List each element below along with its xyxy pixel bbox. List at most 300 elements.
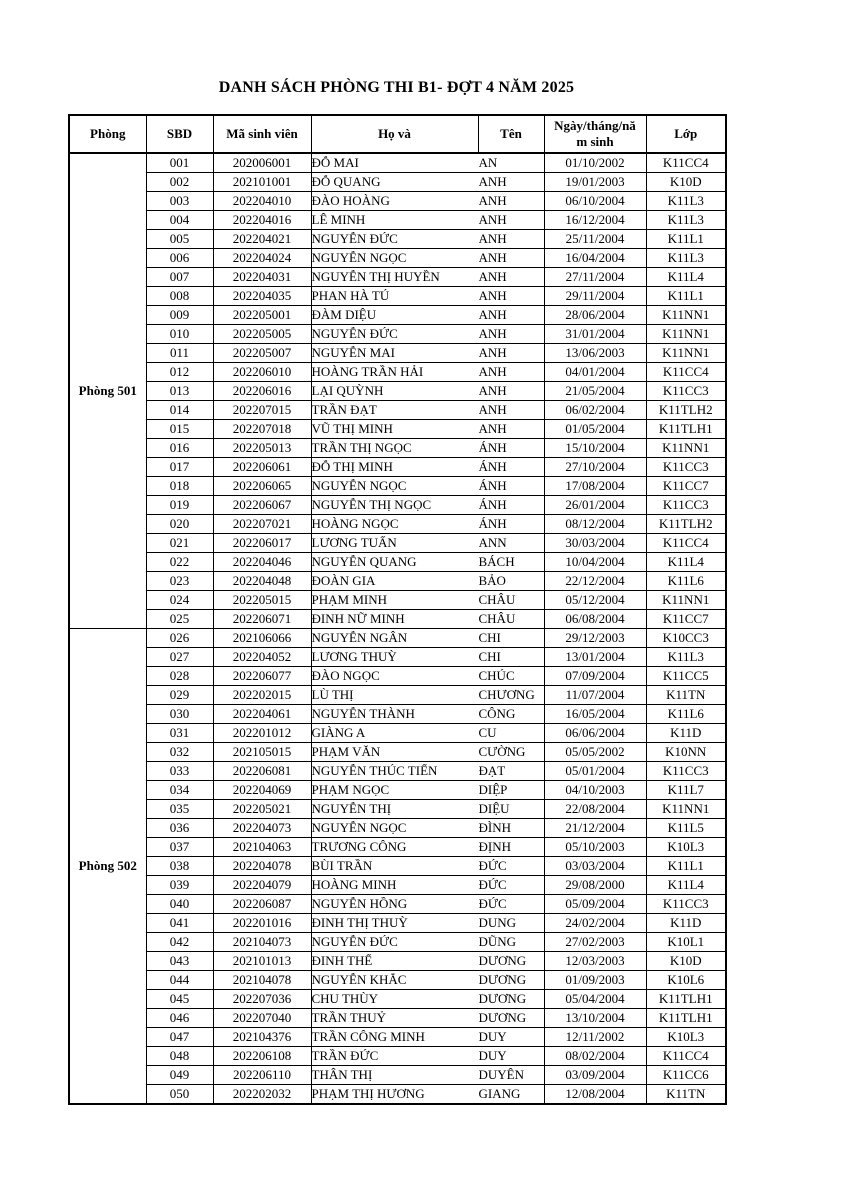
student-id-cell: 202205005 (213, 325, 311, 344)
dob-cell: 05/12/2004 (544, 591, 646, 610)
last-name-text: PHẠM MINH (311, 593, 387, 607)
student-id-cell: 202202032 (213, 1085, 311, 1105)
sbd-cell: 001 (146, 153, 213, 173)
name-cell (311, 591, 544, 610)
student-id-cell: 202204061 (213, 705, 311, 724)
dob-cell: 11/07/2004 (544, 686, 646, 705)
dob-cell: 04/01/2004 (544, 363, 646, 382)
first-name-text: CHƯƠNG (478, 688, 535, 702)
student-id-cell: 202207021 (213, 515, 311, 534)
name-cell (311, 192, 544, 211)
table-row (69, 287, 726, 306)
sbd-cell: 022 (146, 553, 213, 572)
student-id-cell: 202204016 (213, 211, 311, 230)
last-name-text: HOÀNG TRẦN HẢI (311, 365, 424, 379)
class-cell: K11L3 (646, 192, 726, 211)
name-wrap (312, 232, 544, 246)
sbd-cell: 011 (146, 344, 213, 363)
first-name-text: AN (478, 156, 498, 170)
class-cell: K11TN (646, 1085, 726, 1105)
dob-cell: 06/06/2004 (544, 724, 646, 743)
table-row (69, 648, 726, 667)
last-name-text: ĐOÀN GIA (311, 574, 376, 588)
last-name-text: NGUYỄN NGÂN (311, 631, 408, 645)
first-name-text: CHÂU (478, 612, 516, 626)
class-cell: K10CC3 (646, 629, 726, 648)
last-name-text: TRƯƠNG CÔNG (311, 840, 407, 854)
name-wrap (312, 365, 544, 379)
student-id-cell: 202201012 (213, 724, 311, 743)
name-cell (311, 1085, 544, 1105)
first-name-text: ANH (478, 384, 507, 398)
table-row (69, 895, 726, 914)
last-name-text: ĐINH NỮ MINH (311, 612, 405, 626)
class-cell: K11CC4 (646, 1047, 726, 1066)
sbd-cell: 023 (146, 572, 213, 591)
name-cell (311, 1009, 544, 1028)
class-cell: K11D (646, 914, 726, 933)
sbd-cell: 030 (146, 705, 213, 724)
dob-cell: 10/04/2004 (544, 553, 646, 572)
student-id-cell: 202204024 (213, 249, 311, 268)
class-cell: K11NN1 (646, 344, 726, 363)
last-name-text: NGUYỄN NGỌC (311, 479, 407, 493)
name-wrap (312, 821, 544, 835)
sbd-cell: 004 (146, 211, 213, 230)
first-name-text: DIỆU (478, 802, 510, 816)
class-cell: K11L4 (646, 876, 726, 895)
class-cell: K11CC4 (646, 363, 726, 382)
sbd-cell: 028 (146, 667, 213, 686)
student-id-cell: 202207036 (213, 990, 311, 1009)
name-wrap (312, 441, 544, 455)
class-cell: K11L1 (646, 287, 726, 306)
sbd-cell: 035 (146, 800, 213, 819)
name-cell (311, 230, 544, 249)
first-name-text: DƯƠNG (478, 1011, 527, 1025)
student-id-cell: 202207040 (213, 1009, 311, 1028)
sbd-cell: 007 (146, 268, 213, 287)
dob-cell: 24/02/2004 (544, 914, 646, 933)
table-row (69, 591, 726, 610)
name-wrap (312, 327, 544, 341)
name-cell (311, 667, 544, 686)
class-cell: K11L5 (646, 819, 726, 838)
name-wrap (312, 555, 544, 569)
name-cell (311, 496, 544, 515)
first-name-text: GIANG (478, 1087, 521, 1101)
last-name-text: LẠI QUỲNH (311, 384, 384, 398)
dob-cell: 29/12/2003 (544, 629, 646, 648)
sbd-cell: 041 (146, 914, 213, 933)
name-wrap (312, 954, 544, 968)
first-name-text: DƯƠNG (478, 954, 527, 968)
name-cell (311, 914, 544, 933)
class-cell: K11CC3 (646, 496, 726, 515)
table-row (69, 325, 726, 344)
first-name-text: ĐỊNH (478, 840, 511, 854)
name-wrap (312, 1049, 544, 1063)
name-cell (311, 534, 544, 553)
last-name-text: LÙ THỊ (311, 688, 354, 702)
name-wrap (312, 707, 544, 721)
student-id-cell: 202204035 (213, 287, 311, 306)
student-id-cell: 202104063 (213, 838, 311, 857)
dob-cell: 01/10/2002 (544, 153, 646, 173)
name-wrap (312, 859, 544, 873)
last-name-text: NGUYỄN HỒNG (311, 897, 408, 911)
table-row (69, 363, 726, 382)
name-cell (311, 724, 544, 743)
first-name-text: ĐÌNH (478, 821, 511, 835)
name-cell (311, 382, 544, 401)
dob-cell: 15/10/2004 (544, 439, 646, 458)
name-cell (311, 477, 544, 496)
first-name-text: ANH (478, 270, 507, 284)
last-name-text: NGUYỄN QUANG (311, 555, 417, 569)
table-row (69, 153, 726, 173)
first-name-text: ANH (478, 327, 507, 341)
class-cell: K10D (646, 173, 726, 192)
dob-cell: 01/09/2003 (544, 971, 646, 990)
name-cell (311, 1066, 544, 1085)
name-wrap (312, 213, 544, 227)
dob-cell: 04/10/2003 (544, 781, 646, 800)
name-cell (311, 762, 544, 781)
last-name-text: ĐÀO NGỌC (311, 669, 380, 683)
last-name-text: NGUYỄN ĐỨC (311, 935, 398, 949)
last-name-text: NGUYỄN NGỌC (311, 251, 407, 265)
last-name-text: TRẦN ĐẠT (311, 403, 377, 417)
student-id-cell: 202202015 (213, 686, 311, 705)
name-cell (311, 819, 544, 838)
class-cell: K11CC3 (646, 762, 726, 781)
student-id-cell: 202206110 (213, 1066, 311, 1085)
dob-cell: 12/03/2003 (544, 952, 646, 971)
name-cell (311, 306, 544, 325)
name-wrap (312, 935, 544, 949)
dob-cell: 05/04/2004 (544, 990, 646, 1009)
name-cell (311, 838, 544, 857)
student-id-cell: 202206010 (213, 363, 311, 382)
class-cell: K11L4 (646, 553, 726, 572)
class-cell: K11TLH2 (646, 401, 726, 420)
name-wrap (312, 1011, 544, 1025)
class-cell: K11TLH1 (646, 1009, 726, 1028)
student-id-cell: 202104073 (213, 933, 311, 952)
name-wrap (312, 498, 544, 512)
name-cell (311, 781, 544, 800)
table-row (69, 1028, 726, 1047)
last-name-text: HOÀNG MINH (311, 878, 397, 892)
name-wrap (312, 1068, 544, 1082)
class-cell: K11CC4 (646, 153, 726, 173)
class-cell: K11NN1 (646, 800, 726, 819)
last-name-text: TRẦN ĐỨC (311, 1049, 379, 1063)
first-name-text: ĐẠT (478, 764, 506, 778)
table-row (69, 781, 726, 800)
table-row (69, 952, 726, 971)
last-name-text: CHU THÙY (311, 992, 379, 1006)
class-cell: K11TLH2 (646, 515, 726, 534)
sbd-cell: 017 (146, 458, 213, 477)
student-id-cell: 202201016 (213, 914, 311, 933)
sbd-cell: 031 (146, 724, 213, 743)
last-name-text: NGUYỄN THỊ (311, 802, 392, 816)
class-cell: K11L3 (646, 249, 726, 268)
student-id-cell: 202205013 (213, 439, 311, 458)
name-wrap (312, 251, 544, 265)
name-cell (311, 344, 544, 363)
last-name-text: ĐINH THỊ THUỲ (311, 916, 408, 930)
table-row (69, 990, 726, 1009)
name-wrap (312, 688, 544, 702)
sbd-cell: 027 (146, 648, 213, 667)
table-row (69, 610, 726, 629)
first-name-text: ANH (478, 213, 507, 227)
last-name-text: ĐỖ QUANG (311, 175, 381, 189)
last-name-text: PHẠM NGỌC (311, 783, 390, 797)
col-header-dob (544, 115, 646, 153)
table-row (69, 553, 726, 572)
name-cell (311, 420, 544, 439)
col-header-sbd: SBD (146, 115, 213, 153)
table-row (69, 743, 726, 762)
student-id-cell: 202006001 (213, 153, 311, 173)
table-row (69, 249, 726, 268)
name-cell (311, 1028, 544, 1047)
name-cell (311, 401, 544, 420)
dob-cell: 12/11/2002 (544, 1028, 646, 1047)
class-cell: K10L1 (646, 933, 726, 952)
sbd-cell: 046 (146, 1009, 213, 1028)
name-wrap (312, 308, 544, 322)
sbd-cell: 042 (146, 933, 213, 952)
name-cell (311, 268, 544, 287)
name-wrap (312, 156, 544, 170)
dob-cell: 30/03/2004 (544, 534, 646, 553)
first-name-text: DUY (478, 1030, 507, 1044)
sbd-cell: 003 (146, 192, 213, 211)
first-name-text: ĐỨC (478, 878, 507, 892)
name-cell (311, 743, 544, 762)
name-wrap (312, 517, 544, 531)
dob-cell: 26/01/2004 (544, 496, 646, 515)
first-name-text: ÁNH (478, 460, 507, 474)
sbd-cell: 020 (146, 515, 213, 534)
student-id-cell: 202205021 (213, 800, 311, 819)
student-id-cell: 202206081 (213, 762, 311, 781)
sbd-cell: 050 (146, 1085, 213, 1105)
table-row (69, 724, 726, 743)
sbd-cell: 006 (146, 249, 213, 268)
student-id-cell: 202206077 (213, 667, 311, 686)
dob-cell: 27/11/2004 (544, 268, 646, 287)
name-wrap (312, 992, 544, 1006)
name-cell (311, 1047, 544, 1066)
table-row (69, 572, 726, 591)
first-name-text: ANH (478, 175, 507, 189)
student-id-cell: 202206016 (213, 382, 311, 401)
dob-cell: 21/12/2004 (544, 819, 646, 838)
dob-cell: 16/05/2004 (544, 705, 646, 724)
last-name-text: NGUYỄN ĐỨC (311, 327, 398, 341)
name-wrap (312, 289, 544, 303)
class-cell: K10D (646, 952, 726, 971)
name-cell (311, 553, 544, 572)
class-cell: K11L6 (646, 572, 726, 591)
first-name-text: ÁNH (478, 441, 507, 455)
student-id-cell: 202204078 (213, 857, 311, 876)
dob-cell: 27/02/2003 (544, 933, 646, 952)
sbd-cell: 044 (146, 971, 213, 990)
sbd-cell: 038 (146, 857, 213, 876)
sbd-cell: 019 (146, 496, 213, 515)
name-wrap (312, 745, 544, 759)
sbd-cell: 049 (146, 1066, 213, 1085)
document-title: DANH SÁCH PHÒNG THI B1- ĐỢT 4 NĂM 2025 (218, 79, 575, 96)
table-row (69, 800, 726, 819)
name-wrap (312, 878, 544, 892)
dob-cell: 22/08/2004 (544, 800, 646, 819)
dob-cell: 08/12/2004 (544, 515, 646, 534)
name-cell (311, 153, 544, 173)
sbd-cell: 045 (146, 990, 213, 1009)
first-name-text: CHÂU (478, 593, 516, 607)
sbd-cell: 009 (146, 306, 213, 325)
last-name-text: NGUYỄN MAI (311, 346, 395, 360)
name-cell (311, 439, 544, 458)
student-id-cell: 202204069 (213, 781, 311, 800)
last-name-text: GIÀNG A (311, 726, 366, 740)
sbd-cell: 015 (146, 420, 213, 439)
first-name-text: DƯƠNG (478, 992, 527, 1006)
last-name-text: ĐÀM DIỆU (311, 308, 377, 322)
name-cell (311, 249, 544, 268)
name-cell (311, 952, 544, 971)
table-row (69, 933, 726, 952)
col-header-student-id: Mã sinh viên (213, 115, 311, 153)
sbd-cell: 033 (146, 762, 213, 781)
dob-cell: 27/10/2004 (544, 458, 646, 477)
name-wrap (312, 612, 544, 626)
sbd-cell: 043 (146, 952, 213, 971)
dob-cell: 06/10/2004 (544, 192, 646, 211)
first-name-text: CHI (478, 631, 501, 645)
sbd-cell: 008 (146, 287, 213, 306)
class-cell: K11TN (646, 686, 726, 705)
dob-cell: 13/10/2004 (544, 1009, 646, 1028)
document-page (68, 0, 725, 1105)
sbd-cell: 010 (146, 325, 213, 344)
class-cell: K11NN1 (646, 306, 726, 325)
sbd-cell: 026 (146, 629, 213, 648)
class-cell: K11CC5 (646, 667, 726, 686)
class-cell: K11CC3 (646, 382, 726, 401)
sbd-cell: 048 (146, 1047, 213, 1066)
last-name-text: TRẦN CÔNG MINH (311, 1030, 425, 1044)
last-name-text: PHẠM VĂN (311, 745, 381, 759)
name-wrap (312, 1087, 544, 1101)
name-wrap (312, 1030, 544, 1044)
last-name-text: THÂN THỊ (311, 1068, 373, 1082)
name-cell (311, 990, 544, 1009)
last-name-text: HOÀNG NGỌC (311, 517, 399, 531)
student-id-cell: 202105015 (213, 743, 311, 762)
student-id-cell: 202206087 (213, 895, 311, 914)
class-cell: K11NN1 (646, 325, 726, 344)
first-name-text: ĐỨC (478, 897, 507, 911)
student-id-cell: 202204031 (213, 268, 311, 287)
class-cell: K11CC7 (646, 477, 726, 496)
name-cell (311, 800, 544, 819)
sbd-cell: 034 (146, 781, 213, 800)
student-id-cell: 202206067 (213, 496, 311, 515)
name-cell (311, 287, 544, 306)
first-name-text: DŨNG (478, 935, 517, 949)
dob-cell: 05/01/2004 (544, 762, 646, 781)
first-name-text: ANH (478, 308, 507, 322)
table-row (69, 914, 726, 933)
name-wrap (312, 422, 544, 436)
student-id-cell: 202206061 (213, 458, 311, 477)
name-cell (311, 895, 544, 914)
sbd-cell: 013 (146, 382, 213, 401)
table-body (69, 153, 726, 1104)
name-cell (311, 857, 544, 876)
class-cell: K11L3 (646, 648, 726, 667)
student-id-cell: 202106066 (213, 629, 311, 648)
sbd-cell: 018 (146, 477, 213, 496)
name-wrap (312, 802, 544, 816)
student-id-cell: 202101013 (213, 952, 311, 971)
dob-cell: 03/03/2004 (544, 857, 646, 876)
dob-cell: 06/02/2004 (544, 401, 646, 420)
exam-roster-table (68, 114, 727, 1105)
student-id-cell: 202101001 (213, 173, 311, 192)
first-name-text: ANH (478, 232, 507, 246)
class-cell: K11CC3 (646, 458, 726, 477)
name-cell (311, 515, 544, 534)
student-id-cell: 202204021 (213, 230, 311, 249)
name-wrap (312, 669, 544, 683)
table-row (69, 268, 726, 287)
dob-cell: 31/01/2004 (544, 325, 646, 344)
student-id-cell: 202206108 (213, 1047, 311, 1066)
last-name-text: PHAN HÀ TÚ (311, 289, 390, 303)
student-id-cell: 202204079 (213, 876, 311, 895)
room-cell: Phòng 502 (69, 629, 146, 1105)
dob-cell: 19/01/2003 (544, 173, 646, 192)
table-row (69, 876, 726, 895)
student-id-cell: 202205007 (213, 344, 311, 363)
name-wrap (312, 897, 544, 911)
sbd-cell: 040 (146, 895, 213, 914)
table-row (69, 420, 726, 439)
sbd-cell: 032 (146, 743, 213, 762)
first-name-text: ANN (478, 536, 507, 550)
sbd-cell: 047 (146, 1028, 213, 1047)
first-name-text: BẢO (478, 574, 506, 588)
last-name-text: ĐINH THẾ (311, 954, 373, 968)
name-wrap (312, 346, 544, 360)
table-row (69, 534, 726, 553)
dob-cell: 07/09/2004 (544, 667, 646, 686)
first-name-text: ÁNH (478, 498, 507, 512)
name-wrap (312, 403, 544, 417)
class-cell: K11CC6 (646, 1066, 726, 1085)
col-header-room: Phòng (69, 115, 146, 153)
